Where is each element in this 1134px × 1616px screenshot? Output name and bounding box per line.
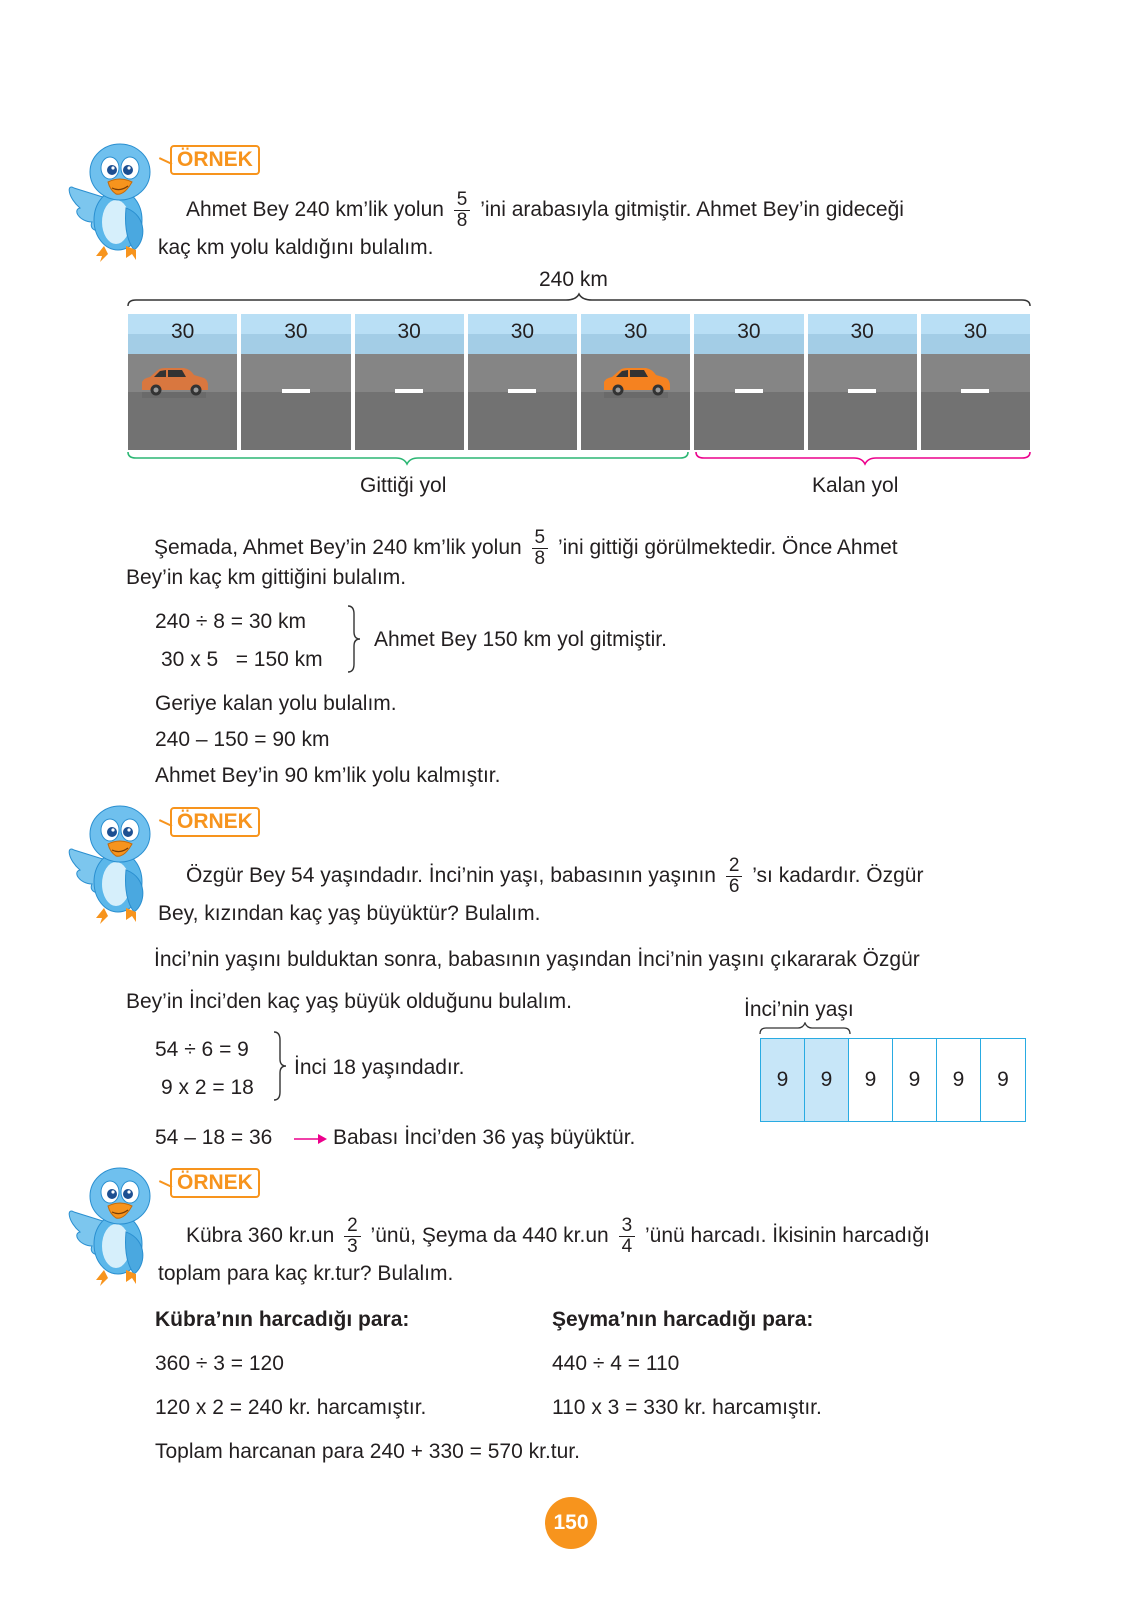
fraction-numerator: 2 [344, 1216, 361, 1237]
solution-intro-line-2: Bey’in kaç km gittiğini bulalım. [126, 566, 407, 589]
calc-line: 440 ÷ 4 = 110 [552, 1352, 680, 1375]
total-distance-label: 240 km [539, 268, 608, 291]
solution-text: Şemada, Ahmet Bey’in 240 km’lik yolun [154, 536, 522, 560]
page-number: 150 [545, 1497, 597, 1549]
step-text: Geriye kalan yolu bulalım. [155, 692, 397, 715]
calc-line: 120 x 2 = 240 kr. harcamıştır. [155, 1396, 427, 1419]
problem-line-1 [186, 1216, 930, 1257]
left-heading: Kübra’nın harcadığı para: [155, 1308, 410, 1331]
car-icon [600, 366, 672, 400]
segment-value: 30 [850, 320, 874, 343]
conclusion: Babası İnci’den 36 yaş büyüktür. [333, 1126, 636, 1149]
example-badge: ÖRNEK [170, 145, 260, 175]
solution-intro-line-2: Bey’in İnci’den kaç yaş büyük olduğunu bulalım. [126, 990, 572, 1013]
calc-line: 240 ÷ 8 = 30 km [155, 610, 307, 633]
road-diagram [128, 314, 1030, 450]
fraction [532, 528, 549, 569]
car-icon [138, 366, 210, 400]
fraction-denominator: 8 [534, 548, 546, 569]
bird-mascot-icon [66, 800, 162, 925]
lane-marking [395, 389, 423, 393]
fraction-denominator: 6 [728, 876, 740, 897]
road-segment [128, 314, 237, 450]
calc-line: 9 x 2 = 18 [161, 1076, 254, 1099]
age-grid [760, 1038, 1026, 1122]
fraction-denominator: 3 [347, 1236, 358, 1257]
road-segment [921, 314, 1030, 450]
right-heading: Şeyma’nın harcadığı para: [552, 1308, 814, 1331]
problem-line-1 [186, 190, 904, 231]
problem-text: ’sı kadardır. Özgür [752, 864, 924, 888]
calc-line: 30 x 5 = 150 km [161, 648, 323, 671]
road-segment [808, 314, 917, 450]
example-badge: ÖRNEK [170, 807, 260, 837]
road-segment [355, 314, 464, 450]
problem-text: Özgür Bey 54 yaşındadır. İnci’nin yaşı, babasının yaşının [186, 864, 716, 888]
problem-text: ’ünü, Şeyma da 440 kr.un [370, 1224, 609, 1248]
arrow-right-icon [294, 1132, 328, 1146]
segment-value: 30 [510, 320, 535, 343]
solution-intro-line-1 [154, 528, 898, 569]
grid-brace-icon [758, 1022, 852, 1036]
bird-mascot-icon [66, 138, 162, 263]
lane-marking [508, 389, 536, 393]
fraction [619, 1216, 636, 1257]
fraction-denominator: 8 [456, 210, 468, 231]
curly-brace-icon [346, 604, 362, 674]
segment-value: 30 [170, 320, 195, 343]
fraction [344, 1216, 361, 1257]
road-segment [694, 314, 803, 450]
segment-value: 30 [963, 320, 988, 343]
problem-line-2: Bey, kızından kaç yaş büyüktür? Bulalım. [158, 902, 541, 925]
total-brace-icon [126, 292, 1032, 312]
grid-cell: 9 [805, 1039, 849, 1121]
example-badge: ÖRNEK [170, 1168, 260, 1198]
road-segment [581, 314, 690, 450]
bird-mascot-icon [66, 1162, 162, 1287]
problem-line-2: kaç km yolu kaldığını bulalım. [158, 236, 434, 259]
calc-line: 54 ÷ 6 = 9 [155, 1038, 249, 1061]
calc-line: 110 x 3 = 330 kr. harcamıştır. [552, 1396, 822, 1419]
grid-cell: 9 [761, 1039, 805, 1121]
segment-value: 30 [623, 320, 648, 343]
fraction-numerator: 2 [726, 856, 743, 877]
problem-text: Ahmet Bey 240 km’lik yolun [186, 198, 444, 222]
segment-value: 30 [397, 320, 421, 343]
total-line: Toplam harcanan para 240 + 330 = 570 kr.tur. [155, 1440, 580, 1463]
remaining-brace-icon [694, 450, 1034, 468]
calc-line: 54 – 18 = 36 [155, 1126, 273, 1149]
problem-line-1 [186, 856, 923, 897]
fraction [454, 190, 471, 231]
calc-line: 360 ÷ 3 = 120 [155, 1352, 284, 1375]
fraction-numerator: 5 [454, 190, 471, 211]
calc-result: Ahmet Bey 150 km yol gitmiştir. [374, 628, 667, 651]
conclusion: Ahmet Bey’in 90 km’lik yolu kalmıştır. [155, 764, 501, 787]
problem-line-2: toplam para kaç kr.tur? Bulalım. [158, 1262, 454, 1285]
fraction [726, 856, 743, 897]
lane-marking [961, 389, 989, 393]
remaining-label: Kalan yol [812, 474, 899, 497]
calc-line: 240 – 150 = 90 km [155, 728, 330, 751]
fraction-denominator: 4 [621, 1236, 633, 1257]
grid-label: İnci’nin yaşı [744, 998, 854, 1021]
lane-marking [848, 389, 876, 393]
solution-intro-line-1: İnci’nin yaşını bulduktan sonra, babasının yaşından İnci’nin yaşını çıkararak Özgür [154, 948, 920, 971]
curly-brace-icon [272, 1030, 288, 1102]
fraction-numerator: 3 [619, 1216, 636, 1237]
grid-cell: 9 [997, 1068, 1009, 1091]
lane-marking [735, 389, 763, 393]
segment-value: 30 [284, 320, 308, 343]
calc-result: İnci 18 yaşındadır. [294, 1056, 465, 1079]
grid-cell: 9 [849, 1039, 893, 1121]
lane-marking [282, 389, 310, 393]
fraction-numerator: 5 [532, 528, 549, 549]
gone-brace-icon [126, 450, 692, 468]
solution-text: ’ini gittiği görülmektedir. Önce Ahmet [557, 536, 898, 560]
grid-cell: 9 [893, 1039, 937, 1121]
problem-text: Kübra 360 kr.un [186, 1224, 335, 1248]
gone-label: Gittiği yol [360, 474, 447, 497]
grid-cell: 9 [937, 1039, 981, 1121]
road-segment [241, 314, 350, 450]
segment-value: 30 [737, 320, 761, 343]
problem-text: ’ini arabasıyla gitmiştir. Ahmet Bey’in gideceği [480, 198, 904, 222]
problem-text: ’ünü harcadı. İkisinin harcadığı [644, 1224, 930, 1248]
road-segment [468, 314, 577, 450]
